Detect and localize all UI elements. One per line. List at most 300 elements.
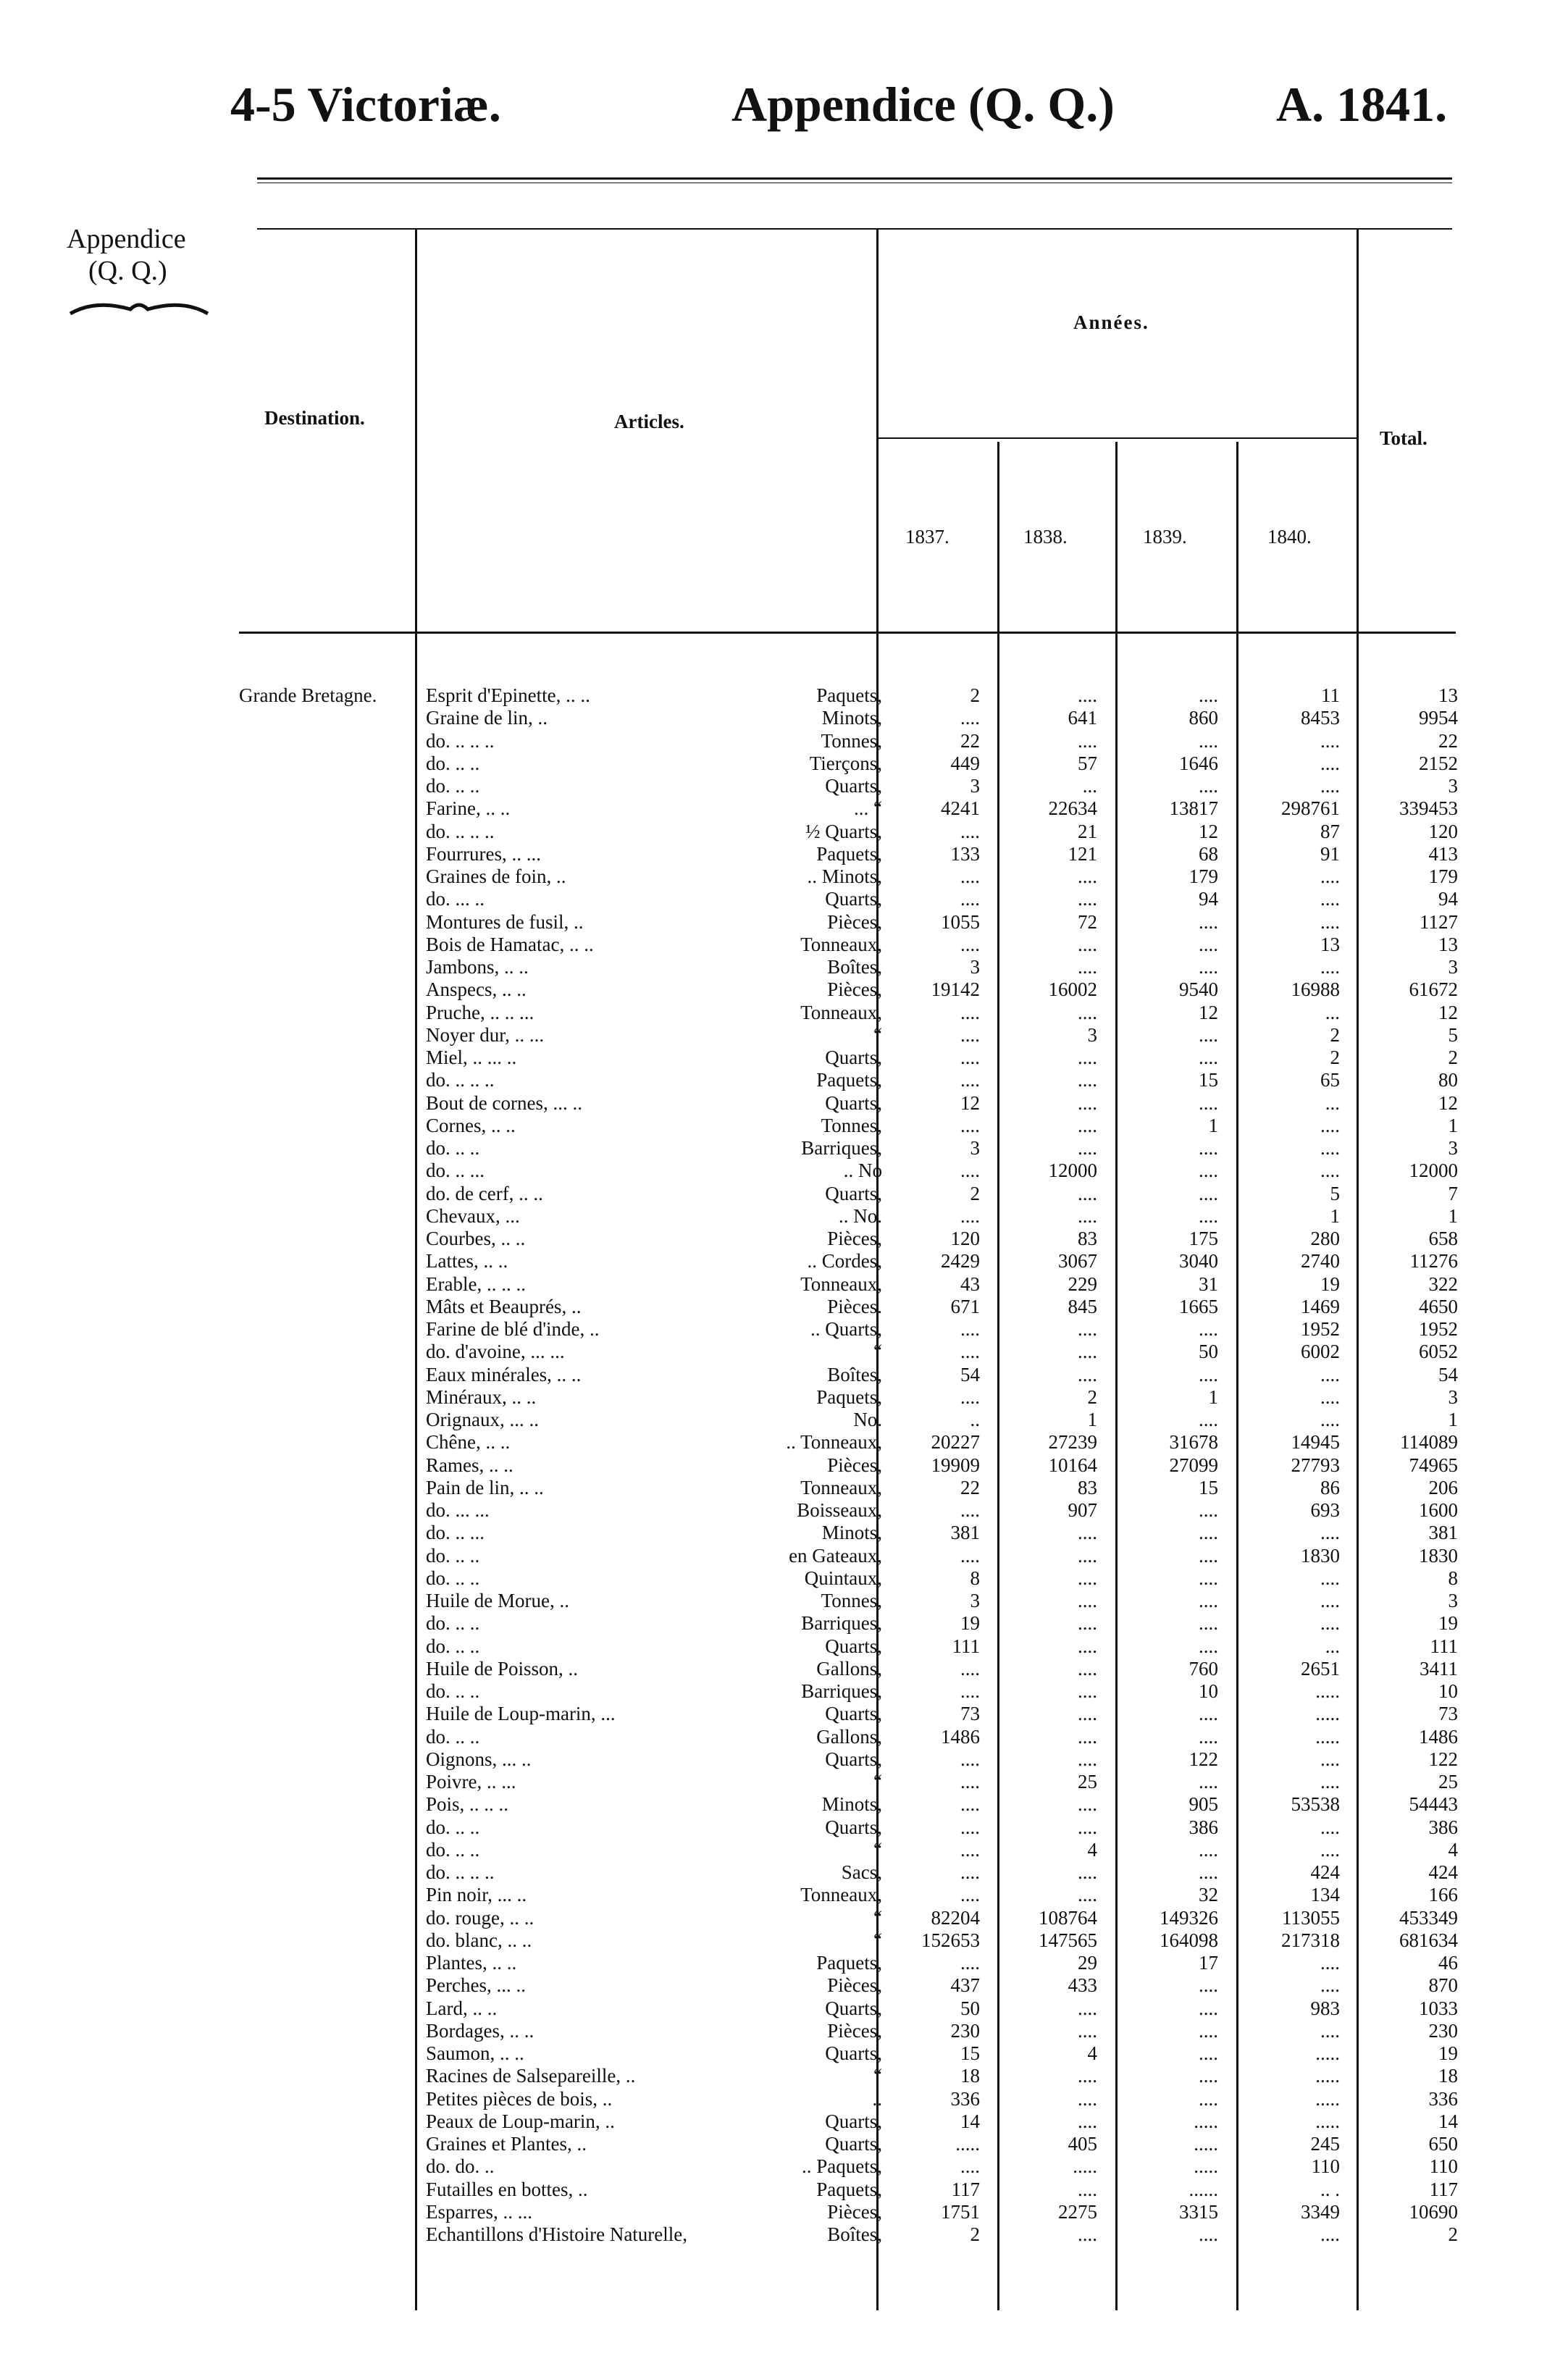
row-value-1838: .... [1078,1725,1097,1748]
row-value-1840: 280 [1310,1228,1340,1249]
row-value-1840: 245 [1310,2133,1340,2155]
row-article: Pois, .. .. .. [426,1793,509,1816]
row-total: 14 [1438,2110,1458,2132]
row-value-1838: 4 [1087,2042,1097,2064]
row-unit: Quarts, [825,1703,882,1725]
row-value-1838: 3067 [1058,1250,1097,1272]
row-total: 1 [1448,1114,1458,1136]
row-value-1840: 3349 [1301,2200,1340,2223]
row-value-1837: .... [960,1499,980,1521]
row-value-1839: .... [1199,1522,1218,1544]
table-row [0,1273,1568,1296]
row-value-1837: 117 [951,2178,980,2200]
row-value-1839: ..... [1194,2133,1218,2155]
row-unit: “ [873,2065,882,2087]
row-unit: Tonneaux, [800,1272,882,1295]
row-value-1838: .... [1078,1522,1097,1544]
row-value-1840: .... [1320,956,1340,978]
row-value-1837: 14 [960,2110,980,2132]
row-article: do. .. .. [426,1635,480,1657]
row-total: 46 [1438,1952,1458,1974]
row-value-1840: 1469 [1301,1295,1340,1317]
row-total: 12 [1438,1001,1458,1023]
brace-icon [67,293,211,322]
row-value-1837: 2429 [941,1250,980,1272]
row-value-1840: .... [1320,775,1340,797]
row-value-1839: .... [1199,1838,1218,1861]
row-value-1837: 73 [960,1703,980,1725]
row-article: do. ... .. [426,888,485,910]
row-value-1837: 4241 [941,797,980,820]
row-article: Futailles en bottes, .. [426,2178,588,2200]
row-value-1838: .... [1078,1680,1097,1702]
row-value-1838: 12000 [1048,1160,1097,1182]
row-unit: Gallons, [816,1657,882,1680]
row-value-1837: 50 [960,1997,980,2019]
row-value-1838: 2275 [1058,2200,1097,2223]
table-row [0,730,1568,752]
header-bottom-rule [239,632,1456,634]
row-article: Bordages, .. .. [426,2019,534,2042]
row-value-1839: .... [1199,684,1218,706]
row-value-1837: 12 [960,1091,980,1114]
table-row [0,1364,1568,1386]
row-article: Poivre, .. ... [426,1771,516,1793]
row-value-1840: .... [1320,1522,1340,1544]
row-unit: Paquets, [816,1385,882,1408]
table-row [0,1861,1568,1884]
row-value-1840: ..... [1315,2065,1340,2087]
row-value-1840: .... [1320,1590,1340,1611]
row-value-1840: .... [1320,1409,1340,1430]
table-row [0,1250,1568,1272]
row-value-1837: .... [960,1884,980,1906]
row-value-1840: .... [1320,1137,1340,1159]
table-row [0,1499,1568,1522]
row-value-1837: 54 [960,1363,980,1385]
row-value-1837: .... [960,707,980,729]
table-row [0,1771,1568,1793]
row-unit: Tonnes, [821,729,882,752]
row-unit: Quarts, [825,1635,882,1657]
row-value-1839: 9540 [1179,978,1218,1001]
row-total: 120 [1428,820,1458,842]
row-value-1837: .... [960,933,980,955]
row-value-1837: .... [960,1657,980,1680]
row-unit: Pièces, [827,1974,882,1997]
row-total: 230 [1428,2019,1458,2042]
row-unit: Quarts, [825,2133,882,2155]
row-unit: Paquets, [816,1952,882,1974]
row-value-1838: .... [1078,1612,1097,1635]
row-total: 25 [1438,1771,1458,1793]
row-article: Bois de Hamatac, .. .. [426,933,594,955]
row-value-1837: .... [960,1318,980,1340]
row-value-1837: .... [960,1341,980,1363]
row-value-1840: 2 [1330,1023,1340,1046]
table-row [0,1680,1568,1703]
row-article: Cornes, .. .. [426,1114,516,1136]
table-row [0,2133,1568,2155]
table-row [0,1793,1568,1816]
table-row [0,2110,1568,2133]
row-value-1837: .... [960,2155,980,2178]
row-value-1837: .... [960,1069,980,1091]
row-total: 658 [1428,1228,1458,1249]
row-value-1838: 10164 [1048,1454,1097,1476]
page-header-right: A. 1841. [1276,77,1448,132]
row-value-1839: ..... [1194,2110,1218,2132]
header-rule [257,177,1452,180]
table-row [0,1205,1568,1228]
row-value-1839: 68 [1199,842,1218,865]
row-value-1838: .... [1078,1997,1097,2019]
row-unit: Quarts, [825,2042,882,2064]
row-value-1838: 22634 [1048,797,1097,820]
row-value-1840: 8453 [1301,707,1340,729]
row-value-1839: 27099 [1169,1454,1218,1476]
row-article: do. .. .. [426,1680,480,1702]
row-value-1837: 336 [950,2087,980,2110]
row-unit: Tonnes, [821,1114,882,1136]
row-value-1837: 8 [970,1567,980,1589]
header-year-1840: 1840. [1267,526,1312,548]
row-value-1837: 43 [960,1272,980,1295]
row-total: 111 [1430,1635,1458,1657]
row-article: Lard, .. .. [426,1997,498,2019]
row-total: 18 [1438,2065,1458,2087]
row-value-1840: .... [1320,2223,1340,2245]
row-value-1839: .... [1199,1997,1218,2019]
header-year-1838: 1838. [1023,526,1068,548]
row-value-1837: 22 [960,1476,980,1498]
row-value-1839: 149326 [1160,1906,1218,1929]
row-value-1840: 217318 [1281,1929,1340,1951]
row-article: Farine de blé d'inde, .. [426,1318,600,1340]
row-unit: Pièces, [827,2019,882,2042]
row-unit: Pièces, [827,1454,882,1476]
annees-rule [876,437,1357,439]
row-value-1837: 2 [970,684,980,706]
row-total: 19 [1438,2042,1458,2064]
table-row [0,1409,1568,1431]
row-unit: Quarts, [825,1997,882,2019]
row-value-1839: 12 [1199,1001,1218,1023]
row-value-1839: .... [1199,1703,1218,1725]
row-value-1838: .... [1078,2065,1097,2087]
row-value-1837: .... [960,1748,980,1770]
row-value-1838: 907 [1068,1499,1097,1521]
row-total: 2 [1448,2223,1458,2245]
row-value-1840: .... [1320,1974,1340,1997]
row-total: 453349 [1399,1906,1458,1929]
row-value-1840: 27793 [1291,1454,1340,1476]
row-article: do. de cerf, .. .. [426,1182,543,1204]
row-value-1838: 2 [1087,1385,1097,1408]
row-unit: Paquets, [816,684,882,706]
row-value-1839: 32 [1199,1884,1218,1906]
row-value-1838: .... [1078,1341,1097,1363]
row-value-1840: .... [1320,1748,1340,1770]
row-value-1840: .... [1320,1771,1340,1793]
row-value-1840: .... [1320,910,1340,933]
row-unit: Sacs, [841,1861,882,1883]
row-article: do. .. .. .. [426,1069,495,1091]
row-total: 6052 [1419,1341,1458,1363]
row-value-1840: 87 [1320,820,1340,842]
row-value-1839: 17 [1199,1952,1218,1974]
row-value-1838: .... [1078,1635,1097,1657]
row-unit: .. [872,2087,882,2110]
destination-value: Grande Bretagne. [239,684,377,706]
table-row [0,1341,1568,1363]
row-value-1837: 133 [950,842,980,865]
table-row [0,1296,1568,1318]
row-total: 8 [1448,1567,1458,1589]
row-total: 11276 [1409,1250,1458,1272]
table-row [0,1047,1568,1069]
row-article: do. .. .. [426,1137,480,1159]
row-value-1838: ... [1082,775,1097,797]
row-unit: .. Cordes, [807,1250,882,1272]
row-article: do. ... ... [426,1499,490,1521]
row-value-1838: .... [1078,2110,1097,2132]
row-article: Huile de Poisson, .. [426,1657,579,1680]
row-value-1837: 19909 [931,1454,980,1476]
row-value-1838: 25 [1078,1771,1097,1793]
header-total: Total. [1380,427,1427,449]
row-total: 3 [1448,1137,1458,1159]
row-article: Farine, .. .. [426,797,511,820]
row-value-1837: .... [960,1861,980,1883]
row-total: 4650 [1419,1295,1458,1317]
row-value-1838: 433 [1068,1974,1097,1997]
row-value-1839: .... [1199,1590,1218,1611]
row-value-1839: 164098 [1160,1929,1218,1951]
row-total: 336 [1428,2087,1458,2110]
row-value-1838: .... [1078,1816,1097,1838]
row-total: 2 [1448,1047,1458,1068]
row-value-1839: 3315 [1179,2200,1218,2223]
row-value-1840: 91 [1320,842,1340,865]
row-value-1839: .... [1199,1771,1218,1793]
table-row [0,1907,1568,1929]
row-total: 80 [1438,1069,1458,1091]
row-article: do. .. .. .. [426,820,495,842]
row-value-1838: .... [1078,1567,1097,1589]
row-value-1839: 386 [1188,1816,1218,1838]
table-row [0,1839,1568,1861]
row-total: 3411 [1420,1657,1458,1680]
table-row [0,888,1568,910]
row-value-1838: 1 [1087,1409,1097,1430]
row-article: do. .. .. [426,1567,480,1589]
page-header-center: Appendice (Q. Q.) [731,77,1115,132]
row-article: Fourrures, .. ... [426,842,541,865]
table-row [0,1183,1568,1205]
row-value-1840: 110 [1311,2155,1340,2178]
row-total: 13 [1438,933,1458,955]
row-unit: Paquets, [816,1069,882,1091]
row-value-1840: ..... [1315,1725,1340,1748]
table-row [0,2020,1568,2042]
row-value-1837: ..... [955,2133,980,2155]
row-total: 110 [1429,2155,1458,2178]
row-article: Lattes, .. .. [426,1250,508,1272]
row-unit: “ [873,1771,882,1793]
row-value-1839: 1 [1208,1114,1218,1136]
header-year-1839: 1839. [1143,526,1187,548]
row-unit: Tonneaux, [800,1001,882,1023]
row-article: do. .. .. [426,752,480,774]
row-total: 1033 [1419,1997,1458,2019]
row-total: 386 [1428,1816,1458,1838]
row-article: Jambons, .. .. [426,956,529,978]
row-value-1840: 65 [1320,1069,1340,1091]
row-total: 424 [1428,1861,1458,1883]
row-value-1839: .... [1199,1318,1218,1340]
row-value-1838: .... [1078,1544,1097,1567]
row-article: Courbes, .. .. [426,1228,526,1249]
row-value-1838: .... [1078,1182,1097,1204]
row-article: do. blanc, .. .. [426,1929,532,1951]
row-value-1838: .... [1078,1861,1097,1883]
row-article: do. .. .. .. [426,1861,495,1883]
row-unit: Quarts, [825,2110,882,2132]
row-unit: .. Paquets, [802,2155,882,2178]
row-total: 339453 [1399,797,1458,820]
row-article: do. .. .. [426,1612,480,1635]
table-row [0,2065,1568,2087]
table-row [0,1228,1568,1250]
row-value-1840: 1 [1330,1204,1340,1227]
row-value-1838: 16002 [1048,978,1097,1001]
row-value-1839: .... [1199,1567,1218,1589]
row-value-1839: 12 [1199,820,1218,842]
table-row [0,1974,1568,1997]
row-value-1839: 3040 [1179,1250,1218,1272]
row-value-1840: 11 [1321,684,1340,706]
row-total: 117 [1429,2178,1458,2200]
row-value-1837: .... [960,1160,980,1182]
row-value-1839: .... [1199,1182,1218,1204]
row-value-1840: ... [1325,1635,1340,1657]
table-row [0,1545,1568,1567]
row-value-1840: 16988 [1291,978,1340,1001]
row-value-1838: 21 [1078,820,1097,842]
row-value-1838: .... [1078,2178,1097,2200]
row-value-1838: .... [1078,1114,1097,1136]
header-destination: Destination. [264,407,365,429]
row-value-1837: 381 [950,1522,980,1544]
row-total: 5 [1448,1023,1458,1046]
table-row [0,2042,1568,2065]
row-value-1837: 18 [960,2065,980,2087]
row-value-1838: .... [1078,1363,1097,1385]
row-value-1837: 19 [960,1612,980,1635]
row-total: 870 [1428,1974,1458,1997]
row-value-1840: 1830 [1301,1544,1340,1567]
row-value-1838: .... [1078,1884,1097,1906]
row-unit: Pièces. [827,1295,882,1317]
row-value-1838: .... [1078,1703,1097,1725]
row-value-1837: 15 [960,2042,980,2064]
row-total: 94 [1438,888,1458,910]
row-value-1839: .... [1199,1725,1218,1748]
row-value-1838: .... [1078,684,1097,706]
row-article: do. .. .. [426,1838,480,1861]
row-value-1837: 20227 [931,1431,980,1454]
table-row [0,1703,1568,1725]
row-total: 74965 [1409,1454,1458,1476]
row-value-1839: .... [1199,1363,1218,1385]
row-article: Mâts et Beauprés, .. [426,1295,582,1317]
row-value-1840: ..... [1315,2087,1340,2110]
row-unit: Paquets, [816,2178,882,2200]
row-value-1840: 53538 [1291,1793,1340,1816]
row-value-1840: .... [1320,729,1340,752]
row-unit: Quarts, [825,888,882,910]
row-value-1839: 31 [1199,1272,1218,1295]
row-value-1837: 1486 [941,1725,980,1748]
row-value-1837: 152653 [921,1929,980,1951]
row-value-1840: ..... [1315,2042,1340,2064]
row-value-1837: 82204 [931,1906,980,1929]
table-row [0,1092,1568,1115]
row-unit: Pièces, [827,978,882,1001]
row-value-1839: 94 [1199,888,1218,910]
row-article: do. .. .. [426,1544,480,1567]
table-row [0,2155,1568,2178]
table-row [0,1002,1568,1024]
table-row [0,684,1568,707]
row-value-1838: .... [1078,1748,1097,1770]
table-row [0,1658,1568,1680]
row-unit: Boîtes, [827,956,882,978]
row-value-1839: 10 [1199,1680,1218,1702]
row-unit: .. No. [839,1204,882,1227]
row-value-1839: .... [1199,933,1218,955]
row-value-1839: .... [1199,1160,1218,1182]
row-unit: Tonnes, [821,1590,882,1611]
row-value-1839: .... [1199,1544,1218,1567]
table-row [0,1115,1568,1137]
row-value-1839: 15 [1199,1476,1218,1498]
table-row [0,1024,1568,1047]
row-value-1837: 230 [950,2019,980,2042]
row-value-1840: 2740 [1301,1250,1340,1272]
row-value-1840: ..... [1315,1680,1340,1702]
row-article: Erable, .. .. .. [426,1272,526,1295]
row-total: 322 [1428,1272,1458,1295]
row-value-1840: .... [1320,1363,1340,1385]
row-value-1840: .... [1320,1816,1340,1838]
row-value-1839: .... [1199,1091,1218,1114]
row-value-1837: .... [960,1023,980,1046]
row-unit: “ [873,1341,882,1363]
row-value-1840: .... [1320,1838,1340,1861]
row-total: 179 [1428,865,1458,887]
row-value-1838: 83 [1078,1476,1097,1498]
row-total: 22 [1438,729,1458,752]
row-value-1837: .... [960,1680,980,1702]
row-article: do. .. .. .. [426,729,495,752]
row-article: Huile de Loup-marin, ... [426,1703,616,1725]
row-value-1837: 1751 [941,2200,980,2223]
row-value-1837: 1055 [941,910,980,933]
table-row [0,752,1568,775]
row-value-1839: .... [1199,1612,1218,1635]
